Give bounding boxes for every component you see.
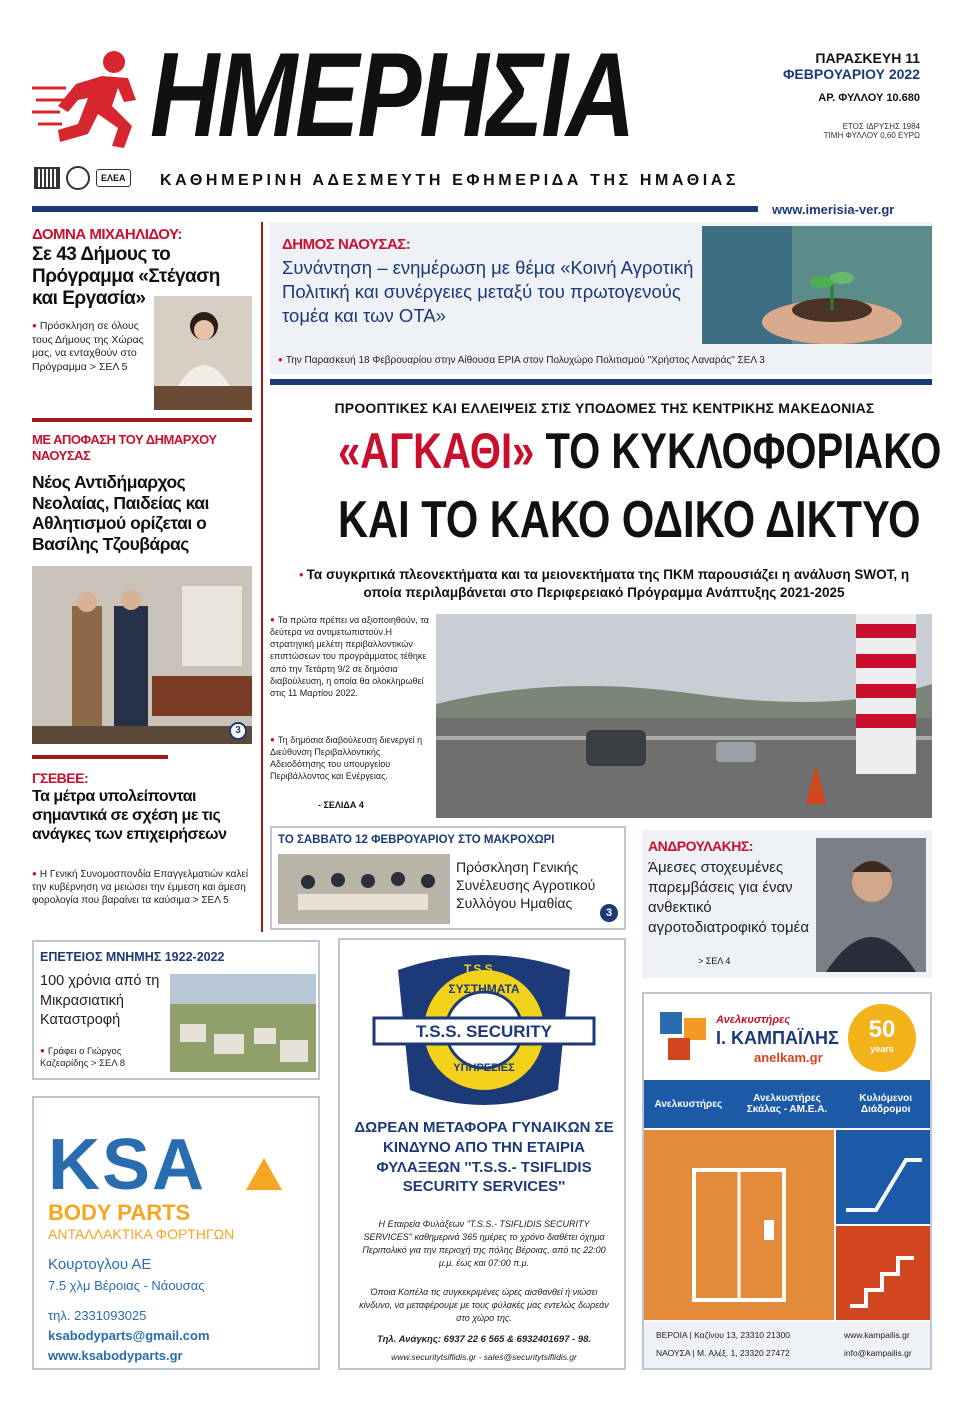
article-headline: Συνάντηση – ενημέρωση με θέμα «Κοινή Αγροτική Πολιτική και συνέργειες μεταξύ του πρωτογενούς τομέα και των ΟΤΑ» [282,257,694,327]
ad-tss[interactable] [338,938,626,1370]
issue-number: ΑΡ. ΦΥΛΛΟΥ 10.680 [818,92,920,104]
ksa-email[interactable]: ksabodyparts@gmail.com [48,1328,210,1343]
photo-seedling [702,226,932,344]
article-kicker: ΑΝΔΡΟΥΛΑΚΗΣ: [648,838,753,854]
article-kicker: ΤΟ ΣΑΒΒΑΤΟ 12 ΦΕΒΡΟΥΑΡΙΟΥ ΣΤΟ ΜΑΚΡΟΧΩΡΙ [278,834,555,846]
lead-body-2: ● Τη δημόσια διαβούλευση διενεργεί η Διεύθυνση Περιβαλλοντικής Αδειοδότησης του υπουργείου Περιβάλλοντος και Ενέργειας. [270,734,430,783]
lifts-loc-1: ΒΕΡΟΙΑ | Καζίνου 13, 23310 21300 [656,1330,791,1340]
article-headline: 100 χρόνια από τη Μικρασιατική Καταστροφή [40,973,160,1029]
article-kicker: ΔΟΜΝΑ ΜΙΧΑΗΛΙΔΟΥ: [32,226,182,243]
lead-kicker: ΠΡΟΟΠΤΙΚΕΣ ΚΑΙ ΕΛΛΕΙΨΕΙΣ ΣΤΙΣ ΥΠΟΔΟΜΕΣ ΤΗΣ ΚΕΝΤΡΙΚΗΣ ΜΑΚΕΔΟΝΙΑΣ [334,400,875,416]
article-headline: Άμεσες στοχευμένες παρεμβάσεις για έναν ανθεκτικό αγροτοδιατροφικό τομέα [648,859,809,936]
article-body: ● Γράφει ο Γιώργος Καζεαρίδης > ΣΕΛ 8 [40,1046,168,1071]
article-body: ● Πρόσκληση σε όλους τους Δήμους της Χώρας μας, να ενταχθούν στο Πρόγραμμα > ΣΕΛ 5 [32,320,150,375]
photo-ruins [170,974,316,1072]
lifts-footer [644,1322,930,1368]
lifts-brand-small: Ανελκυστήρες [716,1014,791,1026]
photo-androulakis [816,838,926,972]
anniversary-badge [848,1004,916,1072]
lifts-cat-2: Ανελκυστήρες Σκάλας - ΑΜ.Ε.Α. [746,1093,828,1115]
website-link[interactable]: www.imerisia-ver.gr [772,202,895,217]
date-day: ΠΑΡΑΣΚΕΥΗ 11 [815,50,920,66]
tss-web[interactable]: www.securitytsiflidis.gr - sales@securitytsiflidis.gr [391,1352,577,1362]
ksa-triangle-icon [246,1158,282,1190]
date-month: ΦΕΒΡΟΥΑΡΙΟΥ 2022 [782,66,920,82]
ksa-web[interactable]: www.ksabodyparts.gr [48,1348,183,1363]
elea-badge: ΕΛΕΑ [96,169,131,187]
article-body: ● Η Γενική Συνομοσπονδία Επαγγελματιών καλεί την κυβέρνηση να μειώσει την έμμεση και άμεση φορολογία που βαραίνει τα καύσιμα > ΣΕΛ 5 [32,868,257,907]
photo-meeting [278,854,450,924]
article-anniversary[interactable] [32,940,320,1080]
cubes-logo-icon [656,1008,712,1064]
price: ΤΙΜΗ ΦΥΛΛΟΥ 0,60 ΕΥΡΩ [823,131,920,140]
left-column-rule [261,222,263,932]
article-kicker: ΕΠΕΤΕΙΟΣ ΜΝΗΜΗΣ 1922-2022 [40,950,225,964]
tss-headline: ΔΩΡΕΑΝ ΜΕΤΑΦΟΡΑ ΓΥΝΑΙΚΩΝ ΣΕ ΚΙΝΔΥΝΟ ΑΠΟ ΤΗΝ ΕΤΑΙΡΙΑ ΦΥΛΑΞΕΩΝ ''T.S.S.- TSIFLIDIS SECURITY SERVICES'' [354,1119,614,1196]
page-number: 3 [229,722,247,740]
lifts-site[interactable]: anelkam.gr [754,1050,823,1065]
ad-ksa[interactable] [32,1096,320,1370]
photo-highway [436,614,932,818]
qr-icon [34,167,60,189]
page-number: 3 [600,904,618,922]
lifts-loc-2: ΝΑΟΥΣΑ | Μ. Αλέξ. 1, 23320 27472 [656,1348,790,1358]
tss-logo [368,950,600,1110]
article-kicker: ΔΗΜΟΣ ΝΑΟΥΣΑΣ: [282,236,411,253]
article-headline: Νέος Αντιδήμαρχος Νεολαίας, Παιδείας και Αθλητισμού ορίζεται ο Βασίλης Τζουβάρας [32,472,209,554]
badge-icons [34,166,131,190]
badge-years-label: years [870,1044,894,1054]
lifts-photo-elevator [644,1130,834,1320]
article-headline: Τα μέτρα υπολείπονται σημαντικά σε σχέση με τις ανάγκες των επιχειρήσεων [32,788,227,843]
tss-phones: Τηλ. Ανάγκης: 6937 22 6 565 & 6932401697 - 98. [376,1334,592,1345]
lifts-categories [644,1080,930,1128]
lead-headline-line1 [338,423,942,479]
seal-icon [66,166,90,190]
tss-body2: Όποια Κοπέλα τις συγκεκριμένες ώρες αισθανθεί ή νιώσει κίνδυνο, να μεταφέρουμε με τους φύλακές μας εντελώς δωρεάν στο χώρο της. [359,1287,609,1324]
ksa-company: Κουρτογλου ΑΕ [48,1256,152,1273]
article-note: ● Την Παρασκευή 18 Φεβρουαρίου στην Αίθουσα ΕΡΙΑ στον Πολυχώρο Πολιτισμού "Χρήστος Λαναράς" ΣΕΛ 3 [278,354,938,367]
article-kicker: ΓΣΕΒΕΕ: [32,770,89,786]
newspaper-subtitle: ΚΑΘΗΜΕΡΙΝΗ ΑΔΕΣΜΕΥΤΗ ΕΦΗΜΕΡΙΔΑ ΤΗΣ ΗΜΑΘΙΑΣ [160,172,740,189]
newspaper-title: ΗΜΕΡΗΣΙΑ [150,28,634,163]
lifts-web-2[interactable]: info@kampailis.gr [844,1348,912,1358]
lifts-photo-escalator [836,1130,930,1224]
lead-headline-quote: «ΑΓΚΑΘΙ» [338,423,535,479]
lead-deck: ● Τα συγκριτικά πλεονεκτήματα και τα μειονεκτήματα της ΠΚΜ παρουσιάζει η ανάλυση SWOT, η οποία περιλαμβάνεται στο Περιφερειακό Πρόγραμμα Ανάπτυξης 2021-2025 [278,566,930,602]
tss-body1: Η Εταιρεία Φυλάξεων "T.S.S.- TSIFLIDIS SECURITY SERVICES" καθημερινά 365 ημέρες το χρόνο διαθέτει όχημα Περιπολικό για την περιοχή της πόλης Βέροιας, από τις 22:00 μ.μ. έως και 07:00 π.μ. [362,1219,606,1269]
tss-ring-top: ΣΥΣΤΗΜΑΤΑ [448,982,520,996]
badge-years: 50 [868,1016,896,1043]
lead-headline-line2: ΚΑΙ ΤΟ ΚΑΚΟ ΟΔΙΚΟ ΔΙΚΤΥΟ [338,491,921,549]
divider [32,418,252,422]
tss-top: T.S.S [464,962,493,976]
lead-body-1: ● Τα πρώτα πρέπει να αξιοποιηθούν, τα δεύτερα να αντιμετωπιστούν.Η στρατηγική μελέτη περιβαλλοντικών επιπτώσεων του προγράμματος τέθηκε από την Τετάρτη 9/2 σε δημόσια διαβούλευση, η οποία θα ολοκληρωθεί στις 11 Μαρτίου 2022. [270,614,430,699]
ad-kampailis[interactable] [642,992,932,1370]
ksa-logo: KSA [48,1125,207,1205]
ksa-address: 7.5 χλμ Βέροιας - Νάουσας [48,1278,205,1293]
photo-mihailidou [154,296,252,410]
article-headline: Πρόσκληση Γενικής Συνέλευσης Αγροτικού Συλλόγου Ημαθίας [456,859,596,912]
lifts-brand: Ι. ΚΑΜΠΑΪΛΗΣ [716,1028,839,1048]
article-makrochori[interactable] [270,826,626,930]
runner-logo-icon [32,48,152,153]
lead-headline-text1: ΤΟ ΚΥΚΛΟΦΟΡΙΑΚΟ [534,423,942,479]
article-headline: Σε 43 Δήμους το Πρόγραμμα «Στέγαση και Εργασία» [32,244,220,309]
ksa-phone: τηλ. 2331093025 [48,1308,147,1323]
article-page-ref: > ΣΕΛ 4 [698,956,731,966]
lifts-cat-3: Κυλιόμενοι Διάδρομοι [859,1093,913,1115]
lifts-photo-stairlift [836,1226,930,1320]
divider [270,379,932,385]
ksa-line1: BODY PARTS [48,1200,191,1225]
ksa-line2: ΑΝΤΑΛΛΑΚΤΙΚΑ ΦΟΡΤΗΓΩΝ [48,1226,235,1242]
article-kicker: ΜΕ ΑΠΟΦΑΣΗ ΤΟΥ ΔΗΜΑΡΧΟΥ ΝΑΟΥΣΑΣ [32,432,217,464]
divider [32,755,168,759]
lead-page-ref: - ΣΕΛΙΔΑ 4 [318,800,364,810]
tss-ring-bottom: ΥΠΗΡΕΣΙΕΣ [453,1062,515,1074]
founded: ΕΤΟΣ ΙΔΡΥΣΗΣ 1984 [842,122,920,131]
lifts-web-1[interactable]: www.kampailis.gr [844,1330,910,1340]
lifts-cat-1: Ανελκυστήρες [654,1098,723,1110]
masthead-rule [32,206,758,212]
photo-tzouvaras [32,566,252,744]
article-androulakis[interactable] [642,830,932,978]
tss-banner: T.S.S. SECURITY [415,1022,553,1041]
